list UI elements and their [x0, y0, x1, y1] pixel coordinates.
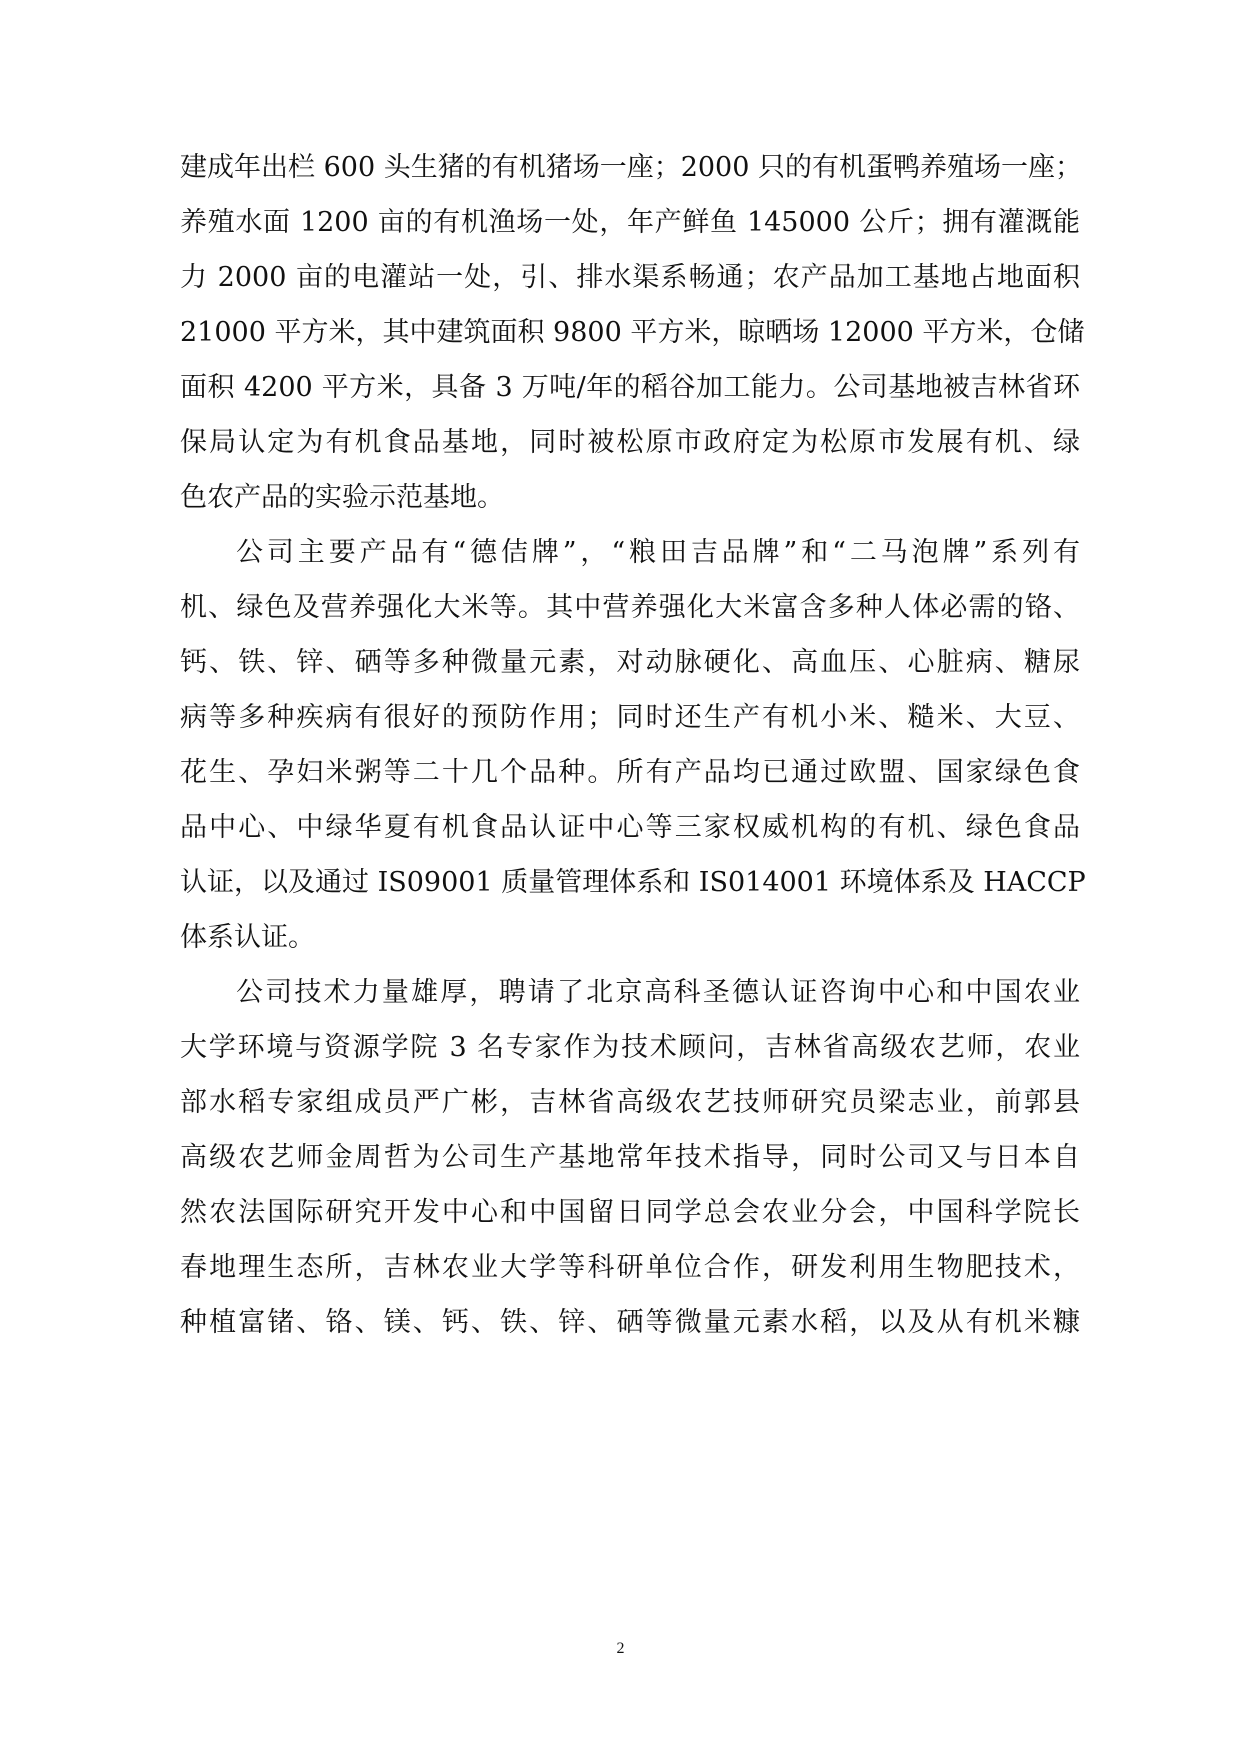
text-line: 春地理生态所，吉林农业大学等科研单位合作，研发利用生物肥技术， [180, 1252, 1080, 1283]
text-line: 建成年出栏 600 头生猪的有机猪场一座；2000 只的有机蛋鸭养殖场一座； [180, 152, 1082, 183]
text-line: 然农法国际研究开发中心和中国留日同学总会农业分会，中国科学院长 [180, 1197, 1080, 1228]
page-number: 2 [616, 1640, 625, 1657]
text-line: 机、绿色及营养强化大米等。其中营养强化大米富含多种人体必需的铬、 [180, 592, 1080, 623]
text-line: 面积 4200 平方米，具备 3 万吨/年的稻谷加工能力。公司基地被吉林省环 [180, 372, 1080, 403]
text-line: 花生、孕妇米粥等二十几个品种。所有产品均已通过欧盟、国家绿色食 [180, 757, 1080, 788]
text-line: 养殖水面 1200 亩的有机渔场一处，年产鲜鱼 145000 公斤；拥有灌溉能 [180, 207, 1080, 238]
text-line: 钙、铁、锌、硒等多种微量元素，对动脉硬化、高血压、心脏病、糖尿 [180, 647, 1080, 678]
text-line: 高级农艺师金周哲为公司生产基地常年技术指导，同时公司又与日本自 [180, 1142, 1080, 1173]
text-line: 体系认证。 [180, 922, 315, 953]
text-line: 21000 平方米，其中建筑面积 9800 平方米，晾晒场 12000 平方米，仓储 [180, 317, 1085, 348]
text-line: 种植富锗、铬、镁、钙、铁、锌、硒等微量元素水稻，以及从有机米糠 [180, 1307, 1080, 1338]
text-line: 部水稻专家组成员严广彬，吉林省高级农艺技师研究员梁志业，前郭县 [180, 1087, 1080, 1118]
text-line: 力 2000 亩的电灌站一处，引、排水渠系畅通；农产品加工基地占地面积 [180, 262, 1080, 293]
text-line: 保局认定为有机食品基地，同时被松原市政府定为松原市发展有机、绿 [180, 427, 1080, 458]
text-line: 公司主要产品有“德佶牌”，“粮田吉品牌”和“二马泡牌”系列有 [236, 537, 1080, 568]
text-line: 病等多种疾病有很好的预防作用；同时还生产有机小米、糙米、大豆、 [180, 702, 1080, 733]
text-line: 品中心、中绿华夏有机食品认证中心等三家权威机构的有机、绿色食品 [180, 812, 1080, 843]
text-line: 公司技术力量雄厚，聘请了北京高科圣德认证咨询中心和中国农业 [236, 977, 1080, 1008]
text-line: 认证，以及通过 IS09001 质量管理体系和 IS014001 环境体系及 HACCP [180, 867, 1086, 898]
text-line: 大学环境与资源学院 3 名专家作为技术顾问，吉林省高级农艺师，农业 [180, 1032, 1080, 1063]
text-line: 色农产品的实验示范基地。 [180, 482, 504, 513]
